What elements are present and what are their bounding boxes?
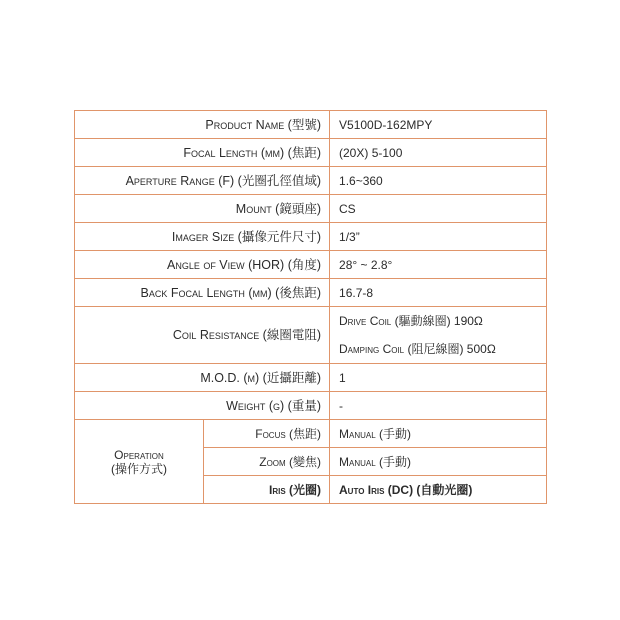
operation-group-label — [75, 420, 204, 504]
spec-label: Zoom (變焦) — [204, 448, 330, 476]
spec-row-back-focal-length — [75, 279, 547, 307]
spec-value: 28° ~ 2.8° — [330, 251, 547, 279]
spec-value-coil — [330, 307, 547, 364]
operation-label-en: Operation — [114, 447, 164, 462]
spec-row-product-name — [75, 111, 547, 139]
spec-value: CS — [330, 195, 547, 223]
spec-value: 1 — [330, 364, 547, 392]
spec-label: Coil Resistance (線圈電阻) — [75, 307, 330, 364]
spec-label: Product Name (型號) — [75, 111, 330, 139]
spec-label: Angle of View (HOR) (角度) — [75, 251, 330, 279]
spec-value: - — [330, 392, 547, 420]
spec-row-mod — [75, 364, 547, 392]
spec-label: Weight (g) (重量) — [75, 392, 330, 420]
drive-coil-value: Drive Coil (驅動線圈) 190Ω — [339, 314, 483, 328]
operation-label-zh: (操作方式) — [111, 461, 167, 476]
spec-row-imager-size — [75, 223, 547, 251]
spec-label: Focus (焦距) — [204, 420, 330, 448]
spec-label: Back Focal Length (mm) (後焦距) — [75, 279, 330, 307]
spec-row-focal-length — [75, 139, 547, 167]
spec-row-weight — [75, 392, 547, 420]
spec-label: Aperture Range (F) (光圈孔徑值域) — [75, 167, 330, 195]
spec-label: Mount (鏡頭座) — [75, 195, 330, 223]
spec-label: Focal Length (mm) (焦距) — [75, 139, 330, 167]
spec-row-coil-resistance — [75, 307, 547, 364]
spec-value: V5100D-162MPY — [330, 111, 547, 139]
spec-value: 1/3” — [330, 223, 547, 251]
spec-row-mount — [75, 195, 547, 223]
spec-row-operation-focus — [75, 420, 547, 448]
damping-coil-value: Damping Coil (阻尼線圈) 500Ω — [339, 342, 496, 356]
spec-label: Imager Size (攝像元件尺寸) — [75, 223, 330, 251]
spec-value: 1.6~360 — [330, 167, 547, 195]
spec-row-aperture-range — [75, 167, 547, 195]
spec-row-angle-of-view — [75, 251, 547, 279]
spec-value: Manual (手動) — [330, 420, 547, 448]
spec-label: M.O.D. (m) (近攝距離) — [75, 364, 330, 392]
spec-label: Iris (光圈) — [204, 476, 330, 504]
spec-value: (20X) 5-100 — [330, 139, 547, 167]
lens-spec-table — [74, 110, 547, 504]
spec-value: 16.7-8 — [330, 279, 547, 307]
spec-value: Manual (手動) — [330, 448, 547, 476]
spec-value: Auto Iris (DC) (自動光圈) — [330, 476, 547, 504]
